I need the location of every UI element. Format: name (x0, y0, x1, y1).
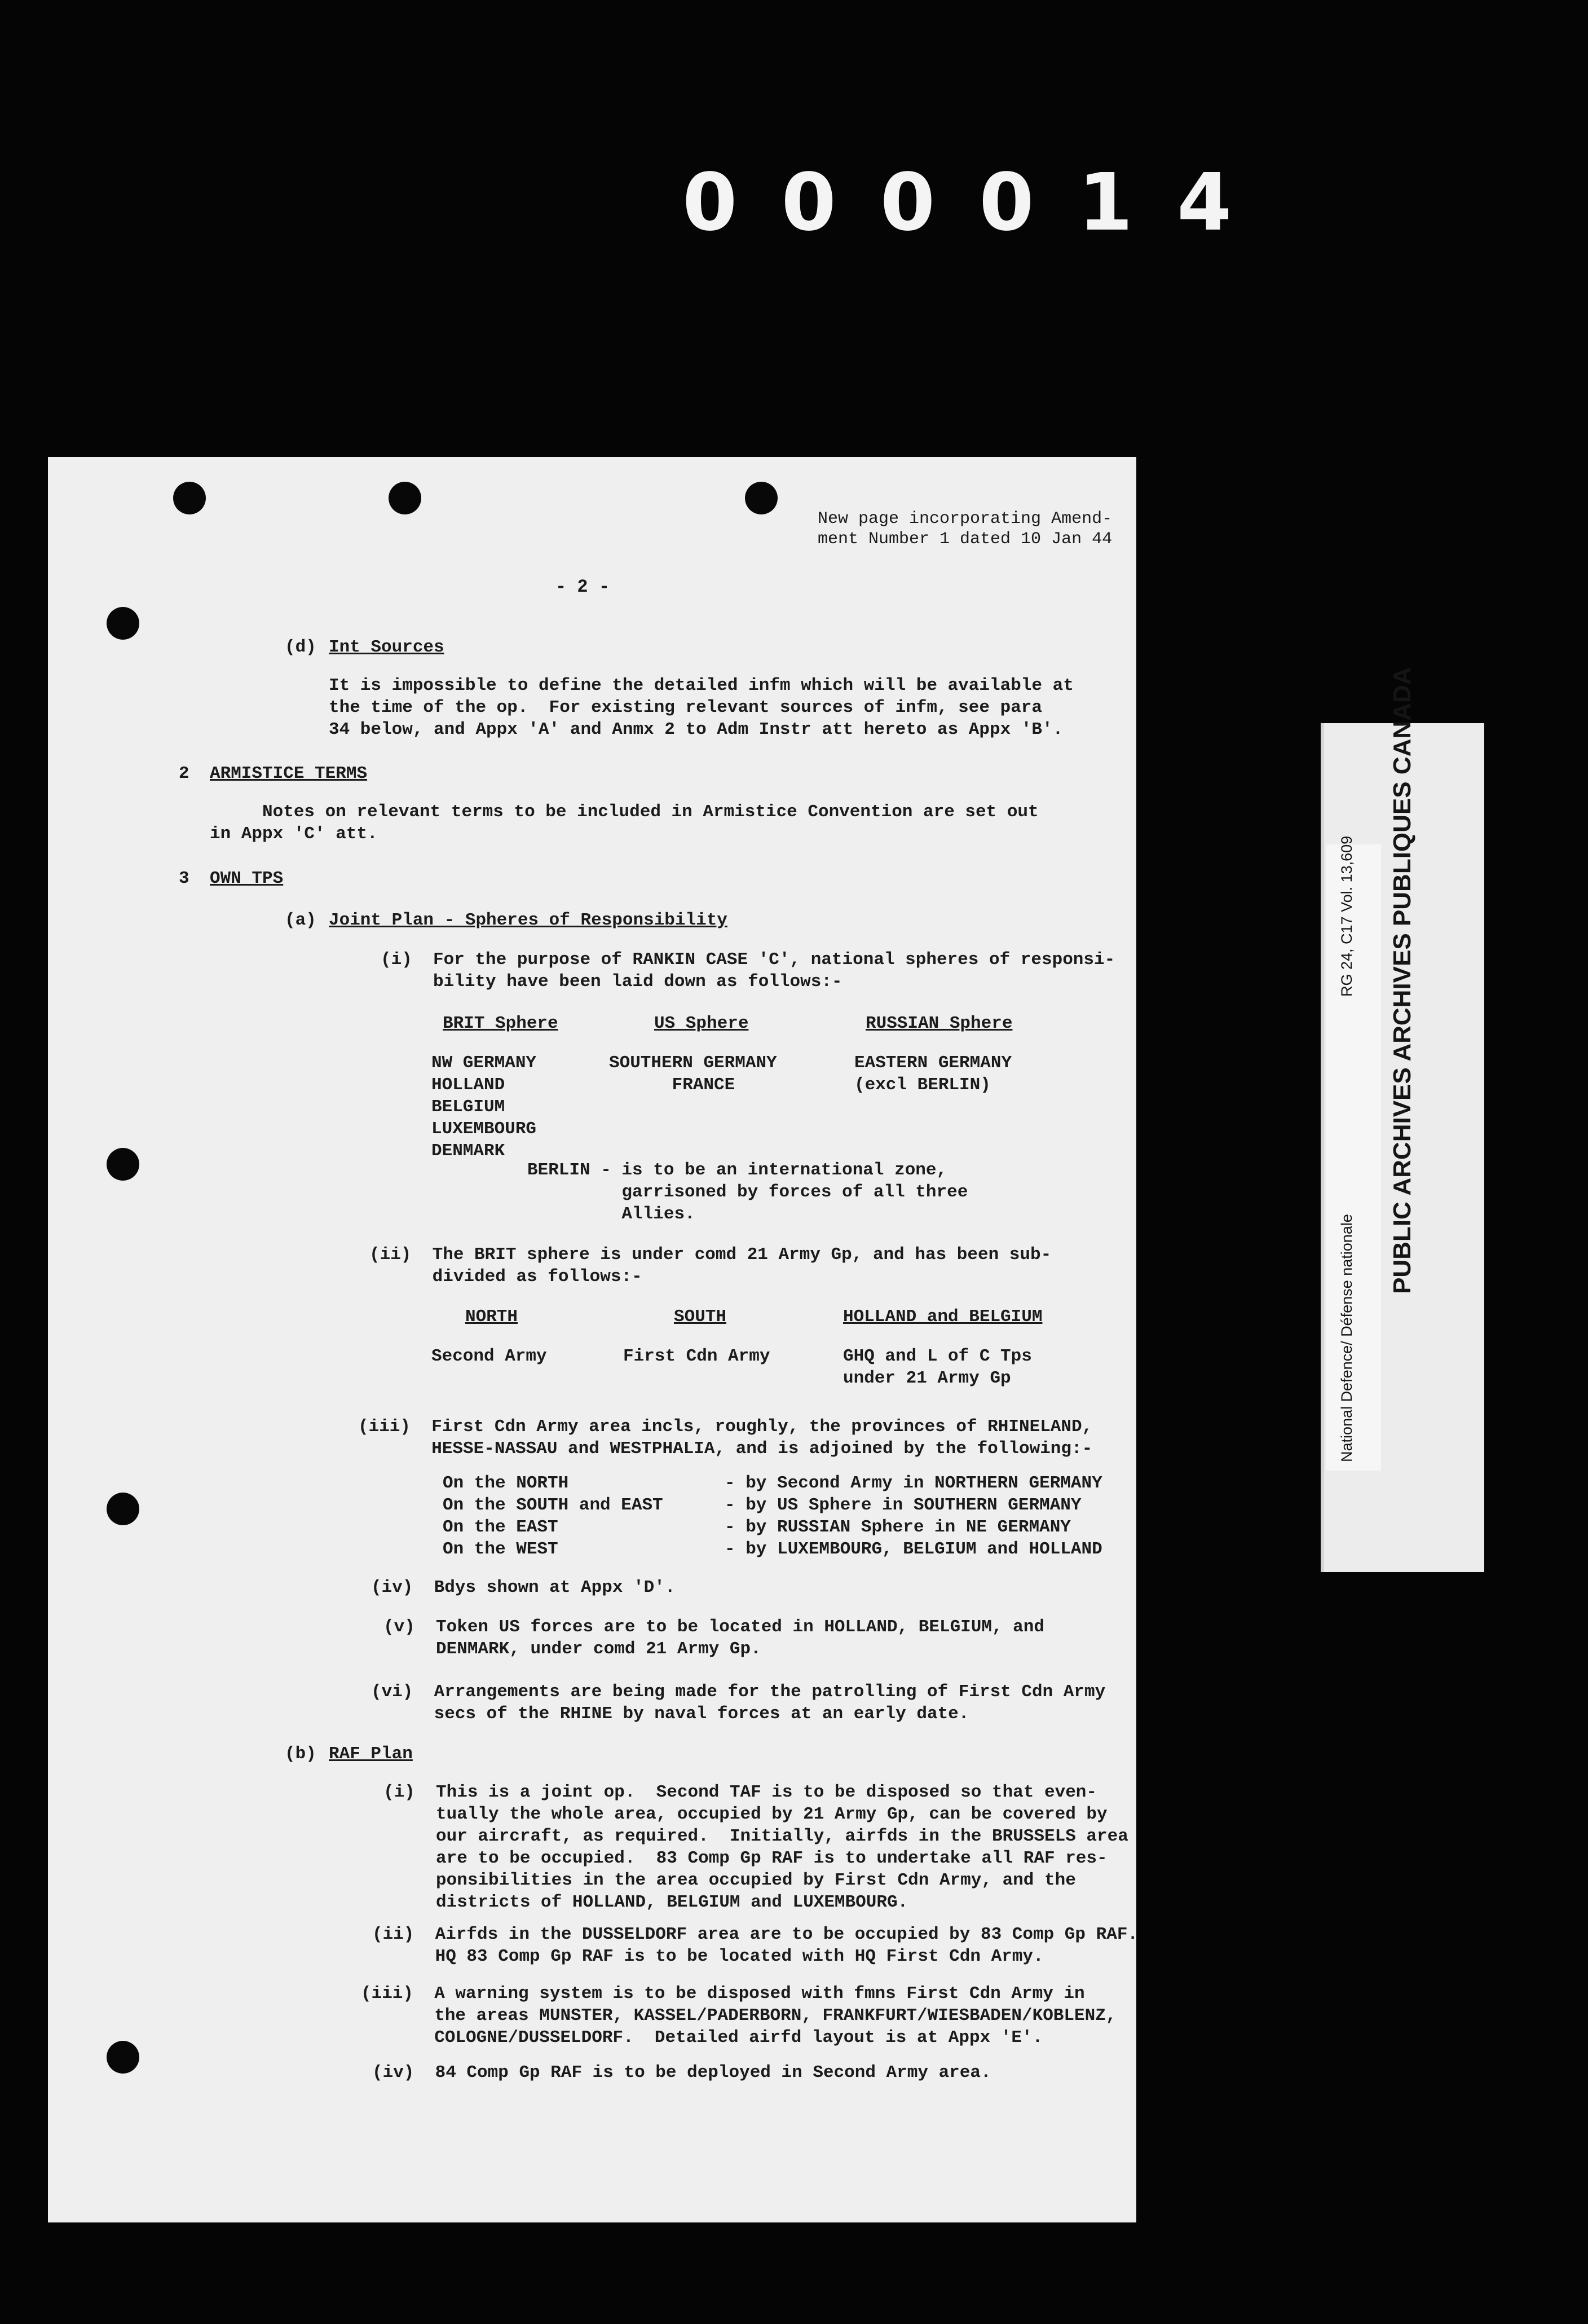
para-a-vi: (vi) Arrangements are being made for the patrolling of First Cdn Army secs of the RHINE by naval forces at an early date. (371, 1682, 1106, 1724)
amendment-note: New page incorporating Amend- ment Number 1 dated 10 Jan 44 (818, 509, 1113, 549)
page-number: - 2 - (555, 576, 610, 597)
subsection-heading-int-sources: Int Sources (329, 637, 444, 657)
brit-sphere-heading: BRIT Sphere (443, 1014, 558, 1033)
punch-hole (107, 607, 139, 640)
punch-hole (107, 1493, 139, 1525)
south-value: First Cdn Army (623, 1346, 770, 1366)
subsection-heading-raf-plan: RAF Plan (329, 1744, 413, 1764)
russian-sphere-list: EASTERN GERMANY (excl BERLIN) (854, 1053, 1012, 1095)
para-b-i: (i) This is a joint op. Second TAF is to be disposed so that even- tually the whole area, occupied by 21 Army Gp, can be covered by our aircraft, as required. Initially, airfds in the BRUSSELS area are to be occupied. 83 Comp Gp RAF is to undertake all RAF res- ponsibilities in the area occupied by First Cdn Army, and the districts of HOLLAND, BELGIUM and LUXEMBOURG. (383, 1782, 1128, 1912)
punch-hole (173, 482, 206, 514)
para-b-ii: (ii) Airfds in the DUSSELDORF area are to be occupied by 83 Comp Gp RAF. HQ 83 Comp Gp RAF is to be located with HQ First Cdn Army. (372, 1925, 1139, 1966)
north-heading: NORTH (465, 1307, 518, 1327)
subsection-heading-joint-plan: Joint Plan - Spheres of Responsibility (329, 910, 727, 930)
punch-hole (107, 2041, 139, 2074)
adjoin-directions: On the NORTH On the SOUTH and EAST On the EAST On the WEST (443, 1473, 663, 1559)
archive-department: National Defence/ Défense nationale (1338, 1214, 1355, 1462)
punch-hole (389, 482, 421, 514)
archive-reference: RG 24, C17 Vol. 13,609 (1338, 835, 1355, 997)
document-page (48, 457, 1139, 2222)
south-heading: SOUTH (674, 1307, 727, 1327)
subsection-number-b: (b) (285, 1744, 316, 1764)
para-b-iii: (iii) A warning system is to be disposed with fmns First Cdn Army in the areas MUNSTER, KASSEL/PADERBORN, FRANKFURT/WIESBADEN/KOBLENZ, COLOGNE/DUSSELDORF. Detailed airfd layout is at Appx 'E'. (361, 1984, 1117, 2048)
archive-label (1321, 667, 1484, 1572)
russian-sphere-heading: RUSSIAN Sphere (866, 1014, 1013, 1033)
north-value: Second Army (431, 1346, 547, 1366)
int-sources-body: It is impossible to define the detailed infm which will be available at the time of the op. For existing relevant sources of infm, see para 34 below, and Appx 'A' and Anmx 2 to Adm Instr att hereto as Appx 'B'. (329, 676, 1074, 740)
section-heading-armistice-terms: ARMISTICE TERMS (210, 764, 368, 784)
archive-stamp-name: PUBLIC ARCHIVES ARCHIVES PUBLIQUES CANADA (1388, 667, 1416, 1294)
para-b-iv: (iv) 84 Comp Gp RAF is to be deployed in Second Army area. (372, 2063, 991, 2083)
punch-hole (745, 482, 778, 514)
subsection-number-a: (a) (285, 910, 316, 930)
frame-number: 000014 (682, 157, 1276, 249)
us-sphere-list: SOUTHERN GERMANY FRANCE (609, 1053, 777, 1095)
para-a-i: (i) For the purpose of RANKIN CASE 'C', national spheres of responsi- bility have been laid down as follows:- (381, 950, 1115, 992)
para-a-v: (v) Token US forces are to be located in HOLLAND, BELGIUM, and DENMARK, under comd 21 Army Gp. (383, 1617, 1044, 1659)
adjoin-neighbours: - by Second Army in NORTHERN GERMANY - by US Sphere in SOUTHERN GERMANY - by RUSSIAN Sphere in NE GERMANY - by LUXEMBOURG, BELGIUM and HOLLAND (725, 1473, 1102, 1559)
para-a-iii: (iii) First Cdn Army area incls, roughly, the provinces of RHINELAND, HESSE-NASSAU and WESTPHALIA, and is adjoined by the following:- (358, 1417, 1093, 1459)
section-number-3: 3 (179, 869, 189, 888)
armistice-terms-body: Notes on relevant terms to be included in Armistice Convention are set out in Appx 'C' att. (210, 802, 1039, 844)
punch-hole (107, 1148, 139, 1181)
section-heading-own-tps: OWN TPS (210, 869, 284, 888)
us-sphere-heading: US Sphere (654, 1014, 749, 1033)
para-a-ii: (ii) The BRIT sphere is under comd 21 Army Gp, and has been sub- divided as follows:- (369, 1245, 1052, 1287)
section-number-2: 2 (179, 764, 189, 784)
holland-belgium-heading: HOLLAND and BELGIUM (843, 1307, 1043, 1327)
subsection-number-d: (d) (285, 637, 316, 657)
holland-belgium-value: GHQ and L of C Tps under 21 Army Gp (843, 1346, 1032, 1388)
para-a-iv: (iv) Bdys shown at Appx 'D'. (371, 1578, 676, 1597)
berlin-note: BERLIN - is to be an international zone, garrisoned by forces of all three Allies. (527, 1160, 968, 1224)
brit-sphere-list: NW GERMANY HOLLAND BELGIUM LUXEMBOURG DENMARK (431, 1053, 537, 1161)
